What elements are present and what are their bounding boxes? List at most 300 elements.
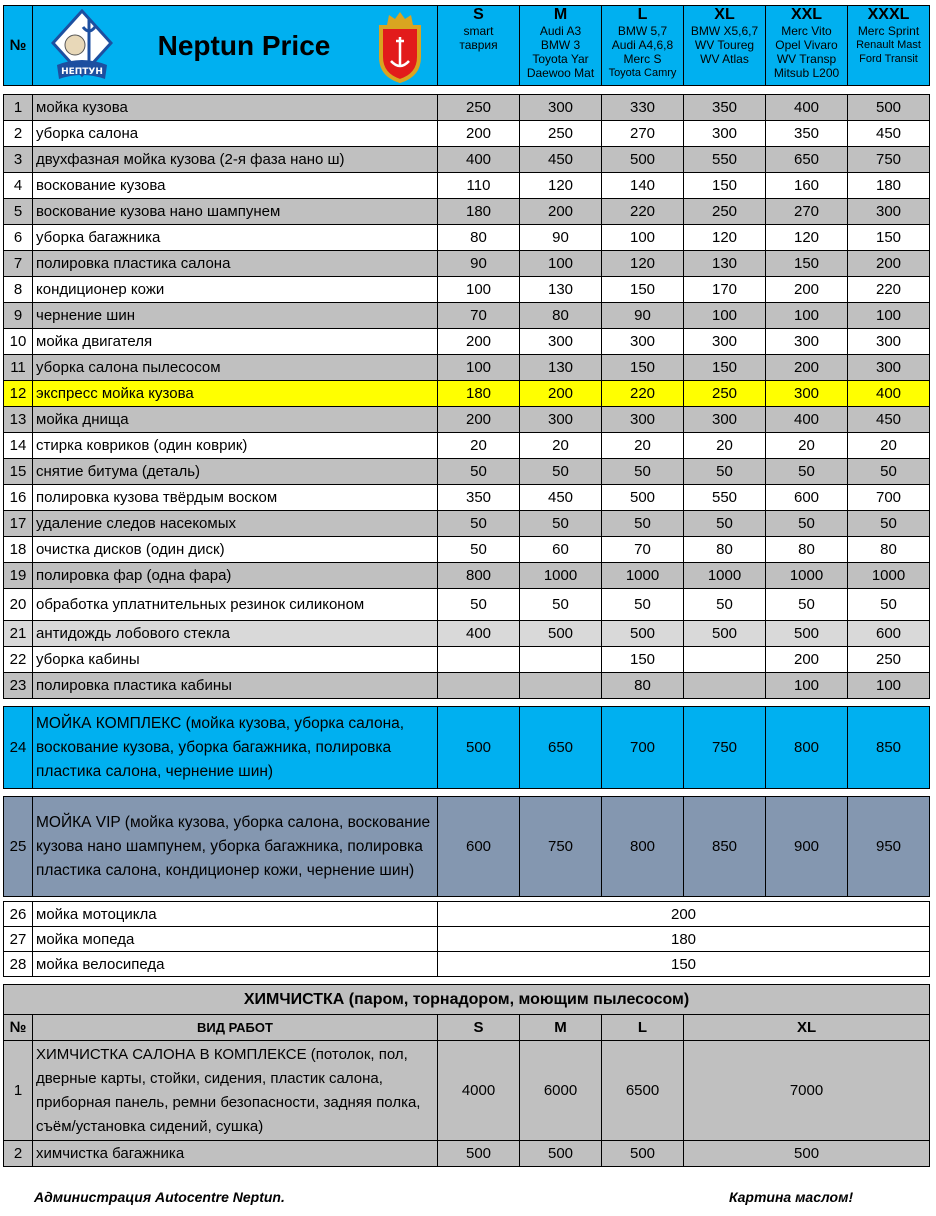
- price-cell: 50: [438, 459, 520, 485]
- col-work-type: ВИД РАБОТ: [33, 1015, 438, 1041]
- price-cell: 800: [438, 563, 520, 589]
- price-cell: 900: [766, 797, 848, 897]
- package-row: [4, 707, 930, 789]
- service-row: [4, 589, 930, 621]
- price-cell: 180: [438, 927, 930, 952]
- price-cell: 80: [520, 303, 602, 329]
- price-cell: 150: [684, 173, 766, 199]
- service-name: воскование кузова нано шампунем: [33, 199, 438, 225]
- price-cell: 500: [602, 147, 684, 173]
- price-cell: 350: [766, 121, 848, 147]
- price-cell: 160: [766, 173, 848, 199]
- service-row: [4, 537, 930, 563]
- price-cell: 80: [766, 537, 848, 563]
- price-cell: 500: [602, 1141, 684, 1167]
- price-cell: 220: [602, 199, 684, 225]
- car-model: BMW X5,6,7: [690, 24, 759, 38]
- size-label: L: [637, 6, 648, 23]
- price-cell: [684, 673, 766, 699]
- car-model: BMW 5,7: [617, 24, 668, 38]
- size-label: M: [553, 6, 568, 23]
- service-row: [4, 303, 930, 329]
- price-cell: 500: [848, 95, 930, 121]
- price-cell: 80: [848, 537, 930, 563]
- row-number: 12: [4, 381, 33, 407]
- price-cell: 400: [766, 95, 848, 121]
- row-number: 8: [4, 277, 33, 303]
- service-name: химчистка багажника: [33, 1141, 438, 1167]
- service-name: уборка багажника: [33, 225, 438, 251]
- price-cell: [520, 647, 602, 673]
- price-cell: 50: [848, 511, 930, 537]
- car-model: WV Transp: [776, 52, 837, 66]
- service-row: [4, 433, 930, 459]
- size-column-l: [602, 6, 684, 86]
- price-cell: 550: [684, 485, 766, 511]
- row-number: 19: [4, 563, 33, 589]
- price-cell: 500: [438, 1141, 520, 1167]
- price-cell: 450: [520, 485, 602, 511]
- car-model: Merc Sprint: [857, 24, 920, 38]
- price-cell: 750: [848, 147, 930, 173]
- price-cell: 50: [766, 459, 848, 485]
- price-cell: 70: [602, 537, 684, 563]
- price-cell: 200: [848, 251, 930, 277]
- price-cell: 250: [684, 199, 766, 225]
- price-cell: 300: [684, 407, 766, 433]
- price-cell: 300: [684, 329, 766, 355]
- price-cell: 270: [766, 199, 848, 225]
- row-number: 18: [4, 537, 33, 563]
- price-cell: 6500: [602, 1041, 684, 1141]
- service-name: мойка мопеда: [33, 927, 438, 952]
- price-cell: 250: [848, 647, 930, 673]
- row-number: 3: [4, 147, 33, 173]
- car-model: Merc Vito: [781, 24, 832, 38]
- price-cell: 50: [766, 511, 848, 537]
- price-cell: 300: [766, 329, 848, 355]
- service-name: чернение шин: [33, 303, 438, 329]
- size-column-s: [438, 6, 520, 86]
- row-number: 9: [4, 303, 33, 329]
- price-cell: 50: [848, 589, 930, 621]
- row-number: 4: [4, 173, 33, 199]
- price-cell: 400: [766, 407, 848, 433]
- price-cell: 250: [438, 95, 520, 121]
- price-cell: 500: [766, 621, 848, 647]
- price-cell: 100: [438, 355, 520, 381]
- price-cell: 300: [848, 355, 930, 381]
- price-cell: 300: [602, 329, 684, 355]
- col-xl: XL: [684, 1015, 930, 1041]
- price-cell: 130: [684, 251, 766, 277]
- price-cell: 400: [438, 147, 520, 173]
- price-cell: 50: [438, 511, 520, 537]
- row-number: 1: [4, 95, 33, 121]
- price-cell: 150: [602, 277, 684, 303]
- row-number: 15: [4, 459, 33, 485]
- service-name: мойка двигателя: [33, 329, 438, 355]
- price-cell: [438, 647, 520, 673]
- footer-slogan: Картина маслом!: [729, 1189, 854, 1205]
- price-cell: 250: [520, 121, 602, 147]
- row-number: 13: [4, 407, 33, 433]
- price-cell: [684, 647, 766, 673]
- dry-cleaning-title: ХИМЧИСТКА (паром, торнадором, моющим пылесосом): [4, 985, 930, 1015]
- row-number: 1: [4, 1041, 33, 1141]
- service-name: удаление следов насекомых: [33, 511, 438, 537]
- price-cell: 170: [684, 277, 766, 303]
- price-cell: 90: [520, 225, 602, 251]
- service-row: [4, 673, 930, 699]
- price-cell: 750: [684, 707, 766, 789]
- price-cell: 850: [684, 797, 766, 897]
- service-name: обработка уплатнительных резинок силиконом: [33, 589, 438, 621]
- col-s: S: [438, 1015, 520, 1041]
- car-model: Audi A3: [539, 24, 582, 38]
- service-row: [4, 563, 930, 589]
- price-cell: 850: [848, 707, 930, 789]
- price-cell: 50: [602, 589, 684, 621]
- service-row: [4, 121, 930, 147]
- size-column-xxxl: [848, 6, 930, 86]
- row-number: 25: [4, 797, 33, 897]
- service-row: [4, 621, 930, 647]
- other-row: [4, 927, 930, 952]
- row-number: 6: [4, 225, 33, 251]
- price-cell: 50: [520, 459, 602, 485]
- price-cell: 220: [602, 381, 684, 407]
- price-cell: 500: [602, 621, 684, 647]
- price-cell: 100: [602, 225, 684, 251]
- price-cell: 400: [438, 621, 520, 647]
- price-cell: 120: [684, 225, 766, 251]
- price-header: [3, 5, 930, 86]
- price-cell: 100: [766, 673, 848, 699]
- service-row: [4, 147, 930, 173]
- price-cell: 80: [684, 537, 766, 563]
- price-cell: 50: [520, 589, 602, 621]
- price-cell: 200: [520, 199, 602, 225]
- price-cell: [520, 673, 602, 699]
- price-cell: 20: [520, 433, 602, 459]
- size-label: S: [473, 6, 484, 23]
- price-cell: 60: [520, 537, 602, 563]
- service-name: мойка велосипеда: [33, 952, 438, 977]
- price-cell: 50: [602, 511, 684, 537]
- price-cell: 500: [438, 707, 520, 789]
- price-cell: 100: [766, 303, 848, 329]
- price-cell: 1000: [520, 563, 602, 589]
- price-cell: 300: [520, 95, 602, 121]
- price-cell: 50: [684, 459, 766, 485]
- service-row: [4, 225, 930, 251]
- service-name: ХИМЧИСТКА САЛОНА В КОМПЛЕКСЕ (потолок, пол, дверные карты, стойки, сидения, пластик салона, приборная панель, ремни безопасности, задняя полка, съём/установка сидений, сушка): [33, 1041, 438, 1141]
- car-model: Daewoo Mat: [526, 66, 595, 80]
- odessa-coat-of-arms-icon: [375, 9, 425, 83]
- price-cell: 200: [438, 329, 520, 355]
- dry-cleaning-row: [4, 1141, 930, 1167]
- service-name: уборка салона: [33, 121, 438, 147]
- price-cell: 500: [602, 485, 684, 511]
- row-number: 22: [4, 647, 33, 673]
- price-cell: 300: [520, 329, 602, 355]
- row-number: 20: [4, 589, 33, 621]
- price-cell: 7000: [684, 1041, 930, 1141]
- price-cell: 50: [684, 511, 766, 537]
- price-cell: 300: [848, 199, 930, 225]
- price-cell: 150: [766, 251, 848, 277]
- price-cell: 450: [848, 407, 930, 433]
- price-cell: 350: [438, 485, 520, 511]
- service-name: кондиционер кожи: [33, 277, 438, 303]
- car-model: WV Atlas: [700, 52, 749, 66]
- service-row: [4, 459, 930, 485]
- row-number: 17: [4, 511, 33, 537]
- price-cell: 100: [848, 303, 930, 329]
- package-row: [4, 797, 930, 897]
- price-cell: 450: [848, 121, 930, 147]
- price-cell: 450: [520, 147, 602, 173]
- number-header: №: [4, 6, 33, 86]
- size-label: XXXL: [867, 6, 910, 23]
- car-model: Toyota Yar: [532, 52, 589, 66]
- price-cell: 650: [766, 147, 848, 173]
- price-cell: 90: [602, 303, 684, 329]
- price-cell: 500: [684, 621, 766, 647]
- price-cell: 600: [848, 621, 930, 647]
- price-cell: 20: [684, 433, 766, 459]
- dry-cleaning-table: [3, 984, 930, 1167]
- price-cell: 700: [602, 707, 684, 789]
- row-number: 2: [4, 1141, 33, 1167]
- row-number: 24: [4, 707, 33, 789]
- price-cell: 6000: [520, 1041, 602, 1141]
- price-cell: 150: [684, 355, 766, 381]
- service-row: [4, 381, 930, 407]
- service-row: [4, 199, 930, 225]
- price-cell: 200: [766, 355, 848, 381]
- service-name: мойка днища: [33, 407, 438, 433]
- col-l: L: [602, 1015, 684, 1041]
- service-name: стирка ковриков (один коврик): [33, 433, 438, 459]
- price-cell: 200: [520, 381, 602, 407]
- price-cell: 180: [848, 173, 930, 199]
- price-cell: 600: [438, 797, 520, 897]
- price-cell: 300: [602, 407, 684, 433]
- price-cell: 400: [848, 381, 930, 407]
- car-model: Audi A4,6,8: [611, 38, 674, 52]
- price-cell: 1000: [848, 563, 930, 589]
- service-name: двухфазная мойка кузова (2-я фаза нано ш): [33, 147, 438, 173]
- price-cell: 20: [602, 433, 684, 459]
- row-number: 14: [4, 433, 33, 459]
- price-cell: 90: [438, 251, 520, 277]
- price-cell: 100: [438, 277, 520, 303]
- car-model: smart: [463, 24, 494, 38]
- packages-table: [3, 706, 930, 897]
- price-cell: 20: [848, 433, 930, 459]
- col-number: №: [4, 1015, 33, 1041]
- other-row: [4, 952, 930, 977]
- price-cell: 200: [438, 902, 930, 927]
- car-model: Toyota Camry: [608, 67, 677, 79]
- footer-admin: Администрация Autocentre Neptun.: [34, 1189, 285, 1205]
- service-name: полировка фар (одна фара): [33, 563, 438, 589]
- price-cell: 650: [520, 707, 602, 789]
- price-cell: 50: [684, 589, 766, 621]
- row-number: 21: [4, 621, 33, 647]
- price-cell: 200: [766, 647, 848, 673]
- service-row: [4, 329, 930, 355]
- price-cell: 700: [848, 485, 930, 511]
- price-cell: 1000: [684, 563, 766, 589]
- price-cell: 1000: [766, 563, 848, 589]
- price-cell: 50: [438, 589, 520, 621]
- row-number: 28: [4, 952, 33, 977]
- dry-cleaning-header-row: [4, 1015, 930, 1041]
- car-model: Renault Mast: [856, 39, 921, 51]
- price-cell: 150: [848, 225, 930, 251]
- price-cell: 140: [602, 173, 684, 199]
- service-name: полировка пластика салона: [33, 251, 438, 277]
- price-cell: 180: [438, 381, 520, 407]
- price-cell: 180: [438, 199, 520, 225]
- car-model: Mitsub L200: [773, 66, 840, 80]
- price-cell: 50: [438, 537, 520, 563]
- price-cell: 200: [438, 121, 520, 147]
- price-cell: 270: [602, 121, 684, 147]
- service-name: снятие битума (деталь): [33, 459, 438, 485]
- price-cell: 300: [684, 121, 766, 147]
- price-cell: 120: [766, 225, 848, 251]
- price-cell: 150: [602, 355, 684, 381]
- price-cell: 200: [438, 407, 520, 433]
- service-row: [4, 173, 930, 199]
- price-cell: 80: [602, 673, 684, 699]
- price-cell: 500: [520, 621, 602, 647]
- price-cell: 100: [848, 673, 930, 699]
- service-row: [4, 511, 930, 537]
- price-cell: 130: [520, 355, 602, 381]
- row-number: 2: [4, 121, 33, 147]
- price-cell: 50: [602, 459, 684, 485]
- car-model: Merc S: [623, 52, 662, 66]
- service-row: [4, 647, 930, 673]
- row-number: 27: [4, 927, 33, 952]
- car-model: Ford Transit: [859, 53, 918, 65]
- row-number: 16: [4, 485, 33, 511]
- price-cell: 300: [848, 329, 930, 355]
- row-number: 7: [4, 251, 33, 277]
- page-title: Neptun Price: [157, 29, 331, 61]
- price-cell: 150: [438, 952, 930, 977]
- price-cell: 350: [684, 95, 766, 121]
- price-cell: 300: [766, 381, 848, 407]
- price-cell: 120: [602, 251, 684, 277]
- service-row: [4, 95, 930, 121]
- row-number: 26: [4, 902, 33, 927]
- size-column-xxl: [766, 6, 848, 86]
- service-name: уборка кабины: [33, 647, 438, 673]
- price-cell: 330: [602, 95, 684, 121]
- service-name: очистка дисков (один диск): [33, 537, 438, 563]
- price-cell: [438, 673, 520, 699]
- row-number: 23: [4, 673, 33, 699]
- price-cell: 110: [438, 173, 520, 199]
- car-model: Opel Vivaro: [775, 38, 838, 52]
- price-cell: 500: [684, 1141, 930, 1167]
- price-cell: 220: [848, 277, 930, 303]
- row-number: 11: [4, 355, 33, 381]
- price-cell: 150: [602, 647, 684, 673]
- price-cell: 500: [520, 1141, 602, 1167]
- price-cell: 200: [766, 277, 848, 303]
- row-number: 10: [4, 329, 33, 355]
- service-name: мойка мотоцикла: [33, 902, 438, 927]
- neptun-logo-icon: [51, 9, 113, 83]
- price-cell: 4000: [438, 1041, 520, 1141]
- price-cell: 70: [438, 303, 520, 329]
- price-cell: 80: [438, 225, 520, 251]
- price-cell: 130: [520, 277, 602, 303]
- size-column-m: [520, 6, 602, 86]
- service-name: антидождь лобового стекла: [33, 621, 438, 647]
- size-label: XXL: [790, 6, 823, 23]
- car-model: BMW 3: [540, 38, 581, 52]
- price-cell: 50: [520, 511, 602, 537]
- price-cell: 100: [684, 303, 766, 329]
- service-name: воскование кузова: [33, 173, 438, 199]
- services-table: [3, 94, 930, 699]
- other-vehicles-table: [3, 901, 930, 977]
- svg-text:НЕПТУН: НЕПТУН: [61, 66, 103, 77]
- price-cell: 250: [684, 381, 766, 407]
- car-model: WV Toureg: [694, 38, 755, 52]
- service-row: [4, 251, 930, 277]
- dry-cleaning-row: [4, 1041, 930, 1141]
- price-cell: 50: [766, 589, 848, 621]
- price-cell: 550: [684, 147, 766, 173]
- price-cell: 300: [520, 407, 602, 433]
- service-name: полировка кузова твёрдым воском: [33, 485, 438, 511]
- service-name: полировка пластика кабины: [33, 673, 438, 699]
- package-name: МОЙКА КОМПЛЕКС (мойка кузова, уборка салона, воскование кузова, уборка багажника, полировка пластика салона, чернение шин): [33, 707, 438, 789]
- service-row: [4, 407, 930, 433]
- service-name: мойка кузова: [33, 95, 438, 121]
- other-row: [4, 902, 930, 927]
- col-m: M: [520, 1015, 602, 1041]
- price-cell: 800: [602, 797, 684, 897]
- price-cell: 50: [848, 459, 930, 485]
- service-name: экспресс мойка кузова: [33, 381, 438, 407]
- row-number: 5: [4, 199, 33, 225]
- car-model: таврия: [459, 38, 498, 52]
- package-name: МОЙКА VIP (мойка кузова, уборка салона, воскование кузова нано шампунем, уборка багажника, полировка пластика салона, кондиционер кожи, чернение шин): [33, 797, 438, 897]
- price-cell: 950: [848, 797, 930, 897]
- price-cell: 20: [766, 433, 848, 459]
- service-row: [4, 277, 930, 303]
- size-label: XL: [714, 6, 735, 23]
- price-cell: 100: [520, 251, 602, 277]
- price-cell: 120: [520, 173, 602, 199]
- price-cell: 600: [766, 485, 848, 511]
- service-row: [4, 355, 930, 381]
- price-cell: 1000: [602, 563, 684, 589]
- price-cell: 800: [766, 707, 848, 789]
- service-name: уборка салона пылесосом: [33, 355, 438, 381]
- service-row: [4, 485, 930, 511]
